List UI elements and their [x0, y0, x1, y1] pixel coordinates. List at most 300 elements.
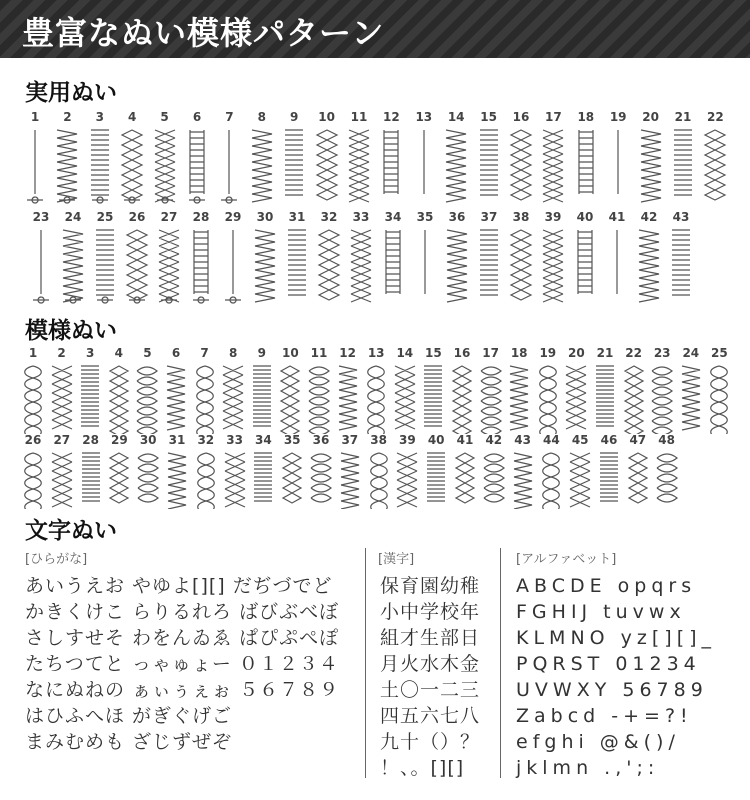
stitch-icon	[678, 364, 704, 434]
stitch-icon	[316, 228, 342, 308]
stitch-number: 36	[448, 210, 466, 224]
stitch-pattern	[190, 346, 220, 434]
stitch-number: 41	[608, 210, 626, 224]
stitch-icon	[281, 128, 307, 208]
stitch-number: 5	[143, 346, 152, 360]
stitch-pattern	[603, 110, 633, 208]
char-line: FGHIJ tuvwx	[516, 601, 686, 623]
char-line: KLMNO yz[][]_	[516, 627, 717, 649]
stitch-icon	[192, 364, 218, 434]
stitch-number: 13	[415, 110, 433, 124]
stitch-icon	[28, 228, 54, 308]
stitch-number: 14	[447, 110, 465, 124]
stitch-number: 22	[625, 346, 642, 360]
char-line: まみむめも ざじずぜぞ	[25, 731, 233, 753]
stitch-pattern	[248, 433, 278, 509]
stitch-icon	[540, 128, 566, 208]
stitch-pattern	[333, 346, 363, 434]
stitch-number: 39	[399, 433, 416, 447]
stitch-icon	[604, 228, 630, 308]
stitch-pattern	[275, 346, 305, 434]
stitch-pattern	[335, 433, 365, 509]
stitch-icon	[476, 228, 502, 308]
stitch-number: 35	[416, 210, 434, 224]
stitch-number: 43	[672, 210, 690, 224]
stitch-number: 7	[225, 110, 234, 124]
stitch-icon	[481, 451, 507, 509]
stitch-pattern	[361, 346, 391, 434]
stitch-pattern	[623, 433, 653, 509]
stitch-number: 21	[596, 346, 614, 360]
stitch-number: 27	[53, 433, 71, 447]
stitch-icon	[249, 128, 275, 208]
stitch-icon	[625, 451, 651, 509]
stitch-pattern	[104, 433, 134, 509]
char-line: なにぬねの ぁぃぅぇぉ ５６７８９	[25, 679, 340, 701]
stitch-number: 23	[653, 346, 671, 360]
stitch-pattern	[150, 110, 180, 208]
stitch-number: 48	[658, 433, 675, 447]
stitch-pattern	[104, 346, 134, 434]
stitch-number: 3	[95, 110, 104, 124]
stitch-number: 42	[485, 433, 503, 447]
stitch-icon	[378, 128, 404, 208]
stitch-number: 19	[539, 346, 557, 360]
stitch-icon	[184, 128, 210, 208]
stitch-icon	[60, 228, 86, 308]
stitch-icon	[277, 364, 303, 434]
stitch-pattern	[279, 110, 309, 208]
stitch-pattern	[390, 346, 420, 434]
stitch-pattern	[52, 110, 82, 208]
char-line: efghi @&()/	[516, 731, 680, 753]
char-line: 土〇一二三	[380, 679, 481, 701]
stitch-number: 41	[456, 433, 474, 447]
stitch-pattern	[154, 210, 184, 308]
stitch-number: 4	[128, 110, 137, 124]
stitch-icon	[605, 128, 631, 208]
stitch-pattern	[76, 433, 106, 509]
stitch-icon	[670, 128, 696, 208]
stitch-number: 9	[257, 346, 266, 360]
stitch-number: 24	[682, 346, 700, 360]
stitch-number: 32	[320, 210, 338, 224]
stitch-pattern	[247, 346, 277, 434]
stitch-number: 6	[171, 346, 181, 360]
stitch-pattern	[474, 110, 504, 208]
stitch-pattern	[346, 210, 376, 308]
stitch-icon	[444, 228, 470, 308]
stitch-pattern	[450, 433, 480, 509]
stitch-icon	[506, 364, 532, 434]
char-line: さしすせそ わをんゐゑ ぱぴぷぺぽ	[25, 627, 340, 649]
stitch-icon	[77, 364, 103, 434]
stitch-icon	[420, 364, 446, 434]
stitch-pattern	[504, 346, 534, 434]
stitch-number: 26	[128, 210, 146, 224]
stitch-number: 22	[707, 110, 724, 124]
stitch-number: 4	[114, 346, 123, 360]
stitch-icon	[348, 228, 374, 308]
column-divider	[365, 548, 366, 778]
stitch-icon	[449, 364, 475, 434]
stitch-icon	[124, 228, 150, 308]
stitch-pattern	[410, 210, 440, 308]
stitch-pattern	[418, 346, 448, 434]
stitch-number: 16	[453, 346, 471, 360]
stitch-icon	[87, 128, 113, 208]
stitch-icon	[106, 364, 132, 434]
stitch-icon	[668, 228, 694, 308]
stitch-pattern	[474, 210, 504, 308]
stitch-pattern	[619, 346, 649, 434]
kanji-label: [漢字]	[378, 552, 415, 567]
stitch-pattern	[538, 210, 568, 308]
stitch-icon	[49, 451, 75, 509]
stitch-number: 6	[192, 110, 202, 124]
stitch-icon	[572, 228, 598, 308]
stitch-pattern	[191, 433, 221, 509]
stitch-number: 12	[339, 346, 356, 360]
stitch-pattern	[218, 346, 248, 434]
header-banner	[0, 0, 750, 58]
stitch-pattern	[447, 346, 477, 434]
char-line: 四五六七八	[380, 705, 481, 727]
stitch-pattern	[636, 110, 666, 208]
stitch-icon	[596, 451, 622, 509]
stitch-number: 30	[256, 210, 274, 224]
stitch-icon	[134, 364, 160, 434]
stitch-number: 17	[545, 110, 562, 124]
stitch-icon	[119, 128, 145, 208]
stitch-number: 10	[318, 110, 335, 124]
stitch-number: 45	[571, 433, 589, 447]
stitch-number: 26	[24, 433, 42, 447]
stitch-icon	[638, 128, 664, 208]
stitch-icon	[392, 364, 418, 434]
stitch-pattern	[700, 110, 730, 208]
char-line: 保育園幼稚	[380, 575, 481, 597]
stitch-pattern	[704, 346, 734, 434]
stitch-pattern	[409, 110, 439, 208]
stitch-number: 21	[674, 110, 692, 124]
stitch-icon	[222, 451, 248, 509]
stitch-icon	[592, 364, 618, 434]
stitch-icon	[308, 451, 334, 509]
char-line: 小中学校年	[380, 601, 481, 623]
stitch-icon	[335, 364, 361, 434]
stitch-icon	[20, 364, 46, 434]
stitch-number: 19	[609, 110, 627, 124]
stitch-pattern	[378, 210, 408, 308]
stitch-icon	[152, 128, 178, 208]
stitch-number: 15	[425, 346, 442, 360]
stitch-pattern	[506, 110, 536, 208]
stitch-number: 30	[139, 433, 157, 447]
stitch-number: 39	[544, 210, 562, 224]
char-line: はひふへほ がぎぐげご	[25, 705, 233, 727]
stitch-number: 25	[711, 346, 728, 360]
stitch-number: 38	[512, 210, 530, 224]
stitch-pattern	[476, 346, 506, 434]
stitch-icon	[563, 364, 589, 434]
stitch-number: 16	[512, 110, 530, 124]
stitch-number: 31	[168, 433, 186, 447]
stitch-icon	[621, 364, 647, 434]
stitch-number: 23	[32, 210, 50, 224]
stitch-icon	[249, 364, 275, 434]
stitch-number: 42	[640, 210, 658, 224]
stitch-number: 32	[197, 433, 215, 447]
stitch-icon	[220, 228, 246, 308]
stitch-number: 1	[30, 110, 40, 124]
stitch-icon	[193, 451, 219, 509]
stitch-number: 36	[312, 433, 330, 447]
stitch-icon	[423, 451, 449, 509]
stitch-icon	[92, 228, 118, 308]
stitch-number: 3	[86, 346, 95, 360]
stitch-pattern	[533, 346, 563, 434]
stitch-pattern	[47, 346, 77, 434]
stitch-pattern	[282, 210, 312, 308]
hiragana-label: [ひらがな]	[25, 552, 88, 567]
stitch-icon	[452, 451, 478, 509]
stitch-number: 46	[600, 433, 618, 447]
stitch-number: 28	[192, 210, 210, 224]
stitch-number: 33	[226, 433, 243, 447]
stitch-pattern	[561, 346, 591, 434]
stitch-icon	[54, 128, 80, 208]
stitch-pattern	[441, 110, 471, 208]
stitch-icon	[573, 128, 599, 208]
stitch-number: 7	[200, 346, 209, 360]
stitch-number: 12	[383, 110, 400, 124]
stitch-pattern	[182, 110, 212, 208]
stitch-pattern	[344, 110, 374, 208]
stitch-pattern	[85, 110, 115, 208]
stitch-number: 25	[96, 210, 114, 224]
letters-section-title: 文字ぬい	[25, 518, 117, 544]
stitch-pattern	[634, 210, 664, 308]
stitch-icon	[654, 451, 680, 509]
stitch-icon	[346, 128, 372, 208]
stitch-pattern	[594, 433, 624, 509]
stitch-pattern	[47, 433, 77, 509]
stitch-pattern	[536, 433, 566, 509]
stitch-number: 34	[255, 433, 272, 447]
char-line: かきくけこ らりるれろ ばびぶべぼ	[25, 601, 340, 623]
stitch-pattern	[652, 433, 682, 509]
stitch-icon	[106, 451, 132, 509]
stitch-pattern	[214, 110, 244, 208]
stitch-number: 9	[290, 110, 299, 124]
stitch-number: 40	[576, 210, 594, 224]
stitch-pattern	[75, 346, 105, 434]
stitch-icon	[540, 228, 566, 308]
stitch-pattern	[570, 210, 600, 308]
stitch-pattern	[122, 210, 152, 308]
stitch-number: 2	[57, 346, 66, 360]
stitch-number: 11	[350, 110, 368, 124]
stitch-number: 44	[543, 433, 560, 447]
hiragana-chars	[25, 573, 339, 755]
stitch-number: 31	[288, 210, 306, 224]
stitch-pattern	[508, 433, 538, 509]
stitch-pattern	[133, 433, 163, 509]
alphabet-label: [アルファベット]	[516, 552, 617, 567]
stitch-number: 29	[111, 433, 128, 447]
stitch-icon	[394, 451, 420, 509]
stitch-icon	[538, 451, 564, 509]
stitch-icon	[216, 128, 242, 208]
stitch-number: 40	[427, 433, 445, 447]
stitch-pattern	[666, 210, 696, 308]
stitch-icon	[508, 128, 534, 208]
stitch-icon	[49, 364, 75, 434]
char-line: UVWXY 56789	[516, 679, 708, 701]
stitch-icon	[706, 364, 732, 434]
stitch-pattern	[186, 210, 216, 308]
stitch-icon	[478, 364, 504, 434]
stitch-icon	[135, 451, 161, 509]
stitch-icon	[252, 228, 278, 308]
stitch-pattern	[250, 210, 280, 308]
stitch-pattern	[647, 346, 677, 434]
stitch-icon	[220, 364, 246, 434]
char-line: Zabcd -+=?!	[516, 705, 693, 727]
stitch-pattern	[479, 433, 509, 509]
char-line: 月火水木金	[380, 653, 481, 675]
stitch-number: 2	[63, 110, 72, 124]
stitch-pattern	[602, 210, 632, 308]
stitch-icon	[163, 364, 189, 434]
char-line: PQRST 01234	[516, 653, 701, 675]
stitch-pattern	[676, 346, 706, 434]
stitch-icon	[284, 228, 310, 308]
stitch-icon	[306, 364, 332, 434]
stitch-pattern	[571, 110, 601, 208]
stitch-pattern	[20, 110, 50, 208]
stitch-number: 29	[224, 210, 242, 224]
char-line: 九十（）？	[380, 731, 481, 753]
stitch-number: 14	[396, 346, 414, 360]
stitch-pattern	[668, 110, 698, 208]
stitch-number: 37	[480, 210, 498, 224]
stitch-pattern	[421, 433, 451, 509]
stitch-icon	[567, 451, 593, 509]
stitch-icon	[250, 451, 276, 509]
stitch-number: 5	[160, 110, 169, 124]
stitch-icon	[510, 451, 536, 509]
stitch-pattern	[132, 346, 162, 434]
kanji-chars	[380, 573, 480, 781]
stitch-pattern	[161, 346, 191, 434]
stitch-number: 18	[510, 346, 528, 360]
stitch-pattern	[312, 110, 342, 208]
stitch-pattern	[314, 210, 344, 308]
char-line: ！、。[][]	[380, 757, 465, 779]
char-line: たちつてと っゃゅょー ０１２３４	[25, 653, 339, 675]
stitch-pattern	[277, 433, 307, 509]
stitch-number: 15	[480, 110, 497, 124]
stitch-icon	[20, 451, 46, 509]
stitch-number: 27	[160, 210, 178, 224]
stitch-pattern	[247, 110, 277, 208]
stitch-number: 20	[642, 110, 659, 124]
stitch-number: 47	[629, 433, 647, 447]
stitch-pattern	[18, 346, 48, 434]
stitch-pattern	[218, 210, 248, 308]
stitch-icon	[337, 451, 363, 509]
stitch-number: 28	[82, 433, 99, 447]
stitch-number: 43	[514, 433, 531, 447]
alphabet-chars	[516, 573, 716, 781]
stitch-number: 35	[283, 433, 301, 447]
stitch-pattern	[306, 433, 336, 509]
stitch-pattern	[590, 346, 620, 434]
stitch-pattern	[18, 433, 48, 509]
stitch-icon	[476, 128, 502, 208]
stitch-icon	[649, 364, 675, 434]
stitch-icon	[279, 451, 305, 509]
stitch-icon	[314, 128, 340, 208]
decorative-section-title: 模様ぬい	[25, 318, 117, 344]
stitch-pattern	[26, 210, 56, 308]
column-divider	[500, 548, 501, 778]
stitch-icon	[78, 451, 104, 509]
char-line: あいうえお やゆよ[][] だぢづでど	[25, 575, 333, 597]
stitch-icon	[412, 228, 438, 308]
practical-section-title: 実用ぬい	[25, 80, 117, 106]
stitch-icon	[22, 128, 48, 208]
stitch-icon	[380, 228, 406, 308]
stitch-icon	[508, 228, 534, 308]
stitch-icon	[411, 128, 437, 208]
char-line: 組才生部日	[380, 627, 481, 649]
stitch-pattern	[506, 210, 536, 308]
stitch-pattern	[442, 210, 472, 308]
stitch-number: 18	[577, 110, 595, 124]
stitch-number: 8	[229, 346, 238, 360]
stitch-number: 33	[352, 210, 370, 224]
stitch-pattern	[117, 110, 147, 208]
stitch-icon	[164, 451, 190, 509]
stitch-icon	[188, 228, 214, 308]
stitch-number: 13	[367, 346, 385, 360]
stitch-icon	[535, 364, 561, 434]
stitch-icon	[366, 451, 392, 509]
stitch-pattern	[376, 110, 406, 208]
stitch-icon	[636, 228, 662, 308]
stitch-number: 11	[310, 346, 328, 360]
char-line: ABCDE opqrs	[516, 575, 697, 597]
stitch-pattern	[162, 433, 192, 509]
stitch-pattern	[220, 433, 250, 509]
stitch-number: 37	[341, 433, 359, 447]
banner-title: 豊富なぬい模様パターン	[22, 14, 385, 52]
stitch-number: 8	[257, 110, 266, 124]
stitch-number: 38	[370, 433, 387, 447]
stitch-pattern	[58, 210, 88, 308]
stitch-number: 10	[282, 346, 299, 360]
stitch-pattern	[538, 110, 568, 208]
stitch-number: 17	[482, 346, 499, 360]
stitch-number: 24	[64, 210, 82, 224]
stitch-icon	[443, 128, 469, 208]
stitch-icon	[363, 364, 389, 434]
stitch-pattern	[364, 433, 394, 509]
stitch-number: 1	[28, 346, 38, 360]
